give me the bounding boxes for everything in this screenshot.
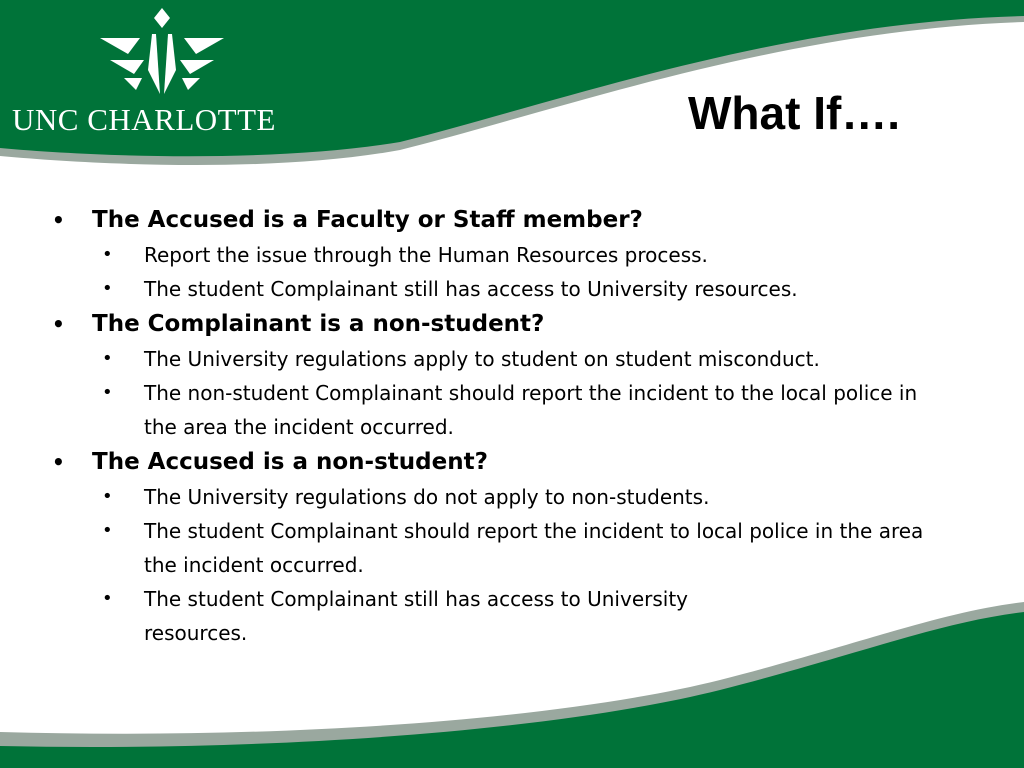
sub-bullet bbox=[52, 272, 952, 306]
bullet-icon: • bbox=[102, 588, 113, 609]
heading-text: The Complainant is a non-student? bbox=[92, 311, 545, 337]
sub-bullet bbox=[52, 376, 952, 444]
sub-bullet bbox=[52, 342, 952, 376]
sub-bullet bbox=[52, 480, 952, 514]
bullet-heading bbox=[52, 202, 952, 238]
heading-text: The Accused is a Faculty or Staff member? bbox=[92, 207, 643, 233]
sub-bullet-text: The student Complainant still has access to University resources. bbox=[144, 277, 798, 301]
sub-bullet-text: The University regulations apply to student on student misconduct. bbox=[144, 347, 820, 371]
bullet-icon: • bbox=[52, 312, 65, 336]
sub-bullet-text: The University regulations do not apply to non-students. bbox=[144, 485, 710, 509]
bullet-list bbox=[52, 202, 952, 650]
sub-bullet-text: The non-student Complainant should report the incident to the local police in the area the incident occurred. bbox=[144, 381, 918, 439]
slide-title: What If…. bbox=[688, 87, 901, 139]
bullet-icon: • bbox=[102, 382, 113, 403]
sub-bullet-text: The student Complainant still has access to University resources. bbox=[144, 587, 688, 645]
crown-logo-icon bbox=[94, 6, 230, 96]
bullet-icon: • bbox=[52, 208, 65, 232]
bullet-icon: • bbox=[102, 244, 113, 265]
bullet-icon: • bbox=[102, 348, 113, 369]
heading-text: The Accused is a non-student? bbox=[92, 449, 488, 475]
sub-bullet-text: The student Complainant should report the incident to local police in the area the incident occurred. bbox=[144, 519, 924, 577]
sub-bullet bbox=[52, 582, 784, 650]
logo-wordmark: UNC CHARLOTTE bbox=[12, 102, 276, 137]
university-logo bbox=[12, 6, 312, 138]
sub-bullet-text: Report the issue through the Human Resources process. bbox=[144, 243, 708, 267]
bullet-icon: • bbox=[52, 450, 65, 474]
bullet-icon: • bbox=[102, 520, 113, 541]
sub-bullet bbox=[52, 514, 952, 582]
bullet-icon: • bbox=[102, 278, 113, 299]
bullet-heading bbox=[52, 306, 952, 342]
sub-bullet bbox=[52, 238, 952, 272]
bullet-heading bbox=[52, 444, 952, 480]
bullet-icon: • bbox=[102, 486, 113, 507]
